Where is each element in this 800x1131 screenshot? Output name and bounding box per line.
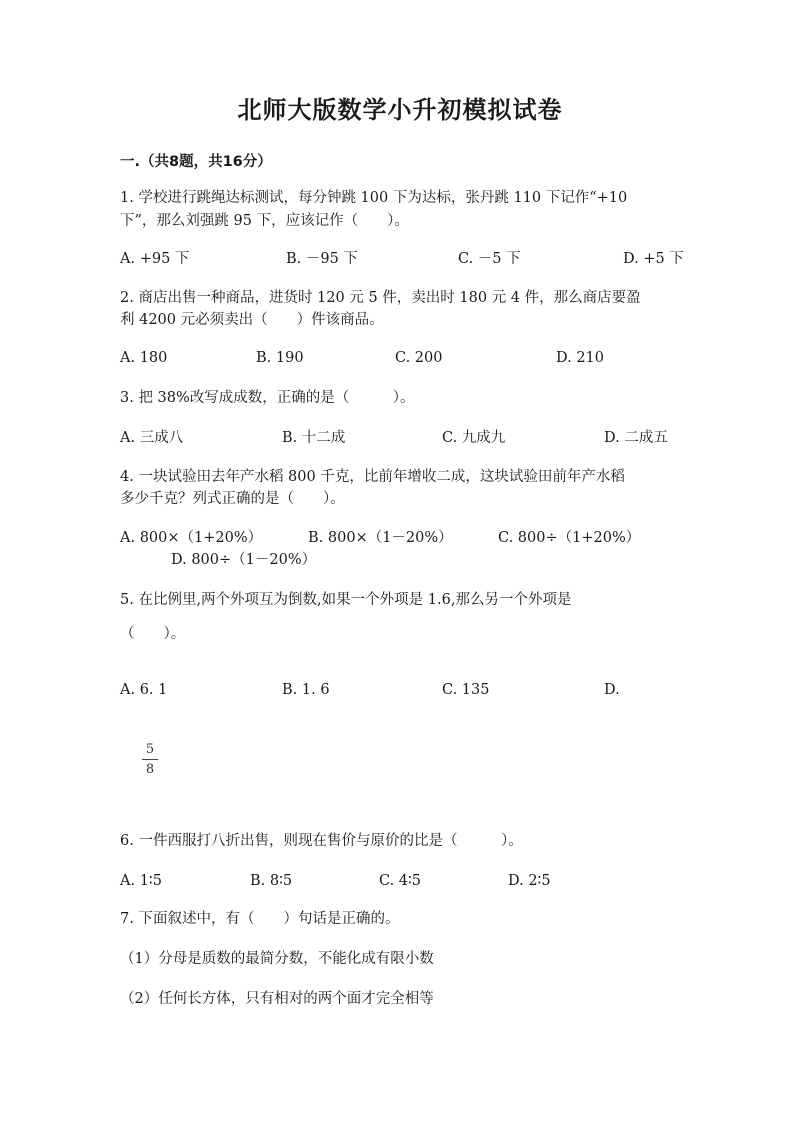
q1-option-a: A. +95 下: [120, 251, 190, 267]
q4-stem-line2: 多少千克？列式正确的是（ ）。: [120, 491, 345, 507]
q2-option-a: A. 180: [120, 350, 168, 366]
q1-stem-line1: 1. 学校进行跳绳达标测试，每分钟跳 100 下为达标，张丹跳 110 下记作“+10: [120, 190, 628, 206]
q1-option-c: C. －5 下: [458, 251, 521, 267]
fraction-numerator: 5: [145, 742, 155, 757]
q5-stem-line1: 5. 在比例里,两个外项互为倒数,如果一个外项是 1.6,那么另一个外项是: [120, 592, 572, 608]
q4-option-b: B. 800×（1－20%）: [308, 530, 453, 546]
q5-option-d-fraction: [140, 742, 160, 777]
q2-stem-line1: 2. 商店出售一种商品，进货时 120 元 5 件，卖出时 180 元 4 件，那么商店要盈: [120, 290, 641, 306]
q5-option-c: C. 135: [442, 682, 490, 698]
q2-option-b: B. 190: [256, 350, 304, 366]
q4-option-a: A. 800×（1+20%）: [120, 530, 263, 546]
q3-stem-line1: 3. 把 38%改写成成数，正确的是（ ）。: [120, 390, 415, 406]
q3-option-d: D. 二成五: [604, 430, 668, 446]
q5-option-d: D.: [604, 682, 620, 698]
q6-option-a: A. 1∶5: [120, 873, 162, 889]
q7-stem-line1: 7. 下面叙述中，有（ ）句话是正确的。: [120, 911, 400, 927]
q3-option-c: C. 九成九: [442, 430, 506, 446]
q4-option-c: C. 800÷（1+20%）: [498, 530, 641, 546]
q6-stem-line1: 6. 一件西服打八折出售，则现在售价与原价的比是（ ）。: [120, 833, 523, 849]
q3-option-b: B. 十二成: [282, 430, 346, 446]
q1-stem-line2: 下”，那么刘强跳 95 下，应该记作（ ）。: [120, 213, 409, 229]
q5-stem-line2: （ ）。: [120, 626, 186, 642]
fraction-bar: [142, 759, 158, 760]
q2-stem-line2: 利 4200 元必须卖出（ ）件该商品。: [120, 312, 384, 328]
section-heading: 一.（共8题，共16分）: [120, 154, 272, 170]
exam-title: 北师大版数学小升初模拟试卷: [237, 96, 563, 124]
q7-item-1: （1）分母是质数的最简分数，不能化成有限小数: [120, 951, 434, 967]
q1-option-d: D. +5 下: [623, 251, 684, 267]
q5-option-b: B. 1. 6: [282, 682, 330, 698]
q2-option-c: C. 200: [395, 350, 443, 366]
fraction-denominator: 8: [145, 762, 155, 777]
q4-option-d: D. 800÷（1－20%）: [171, 552, 317, 568]
q1-option-b: B. －95 下: [286, 251, 358, 267]
q6-option-c: C. 4∶5: [379, 873, 422, 889]
q2-option-d: D. 210: [556, 350, 605, 366]
q7-item-2: （2）任何长方体，只有相对的两个面才完全相等: [120, 991, 434, 1007]
q5-option-a: A. 6. 1: [120, 682, 168, 698]
q6-option-b: B. 8∶5: [250, 873, 293, 889]
q3-option-a: A. 三成八: [120, 430, 184, 446]
q6-option-d: D. 2∶5: [508, 873, 551, 889]
q4-stem-line1: 4. 一块试验田去年产水稻 800 千克，比前年增收二成，这块试验田前年产水稻: [120, 469, 625, 485]
